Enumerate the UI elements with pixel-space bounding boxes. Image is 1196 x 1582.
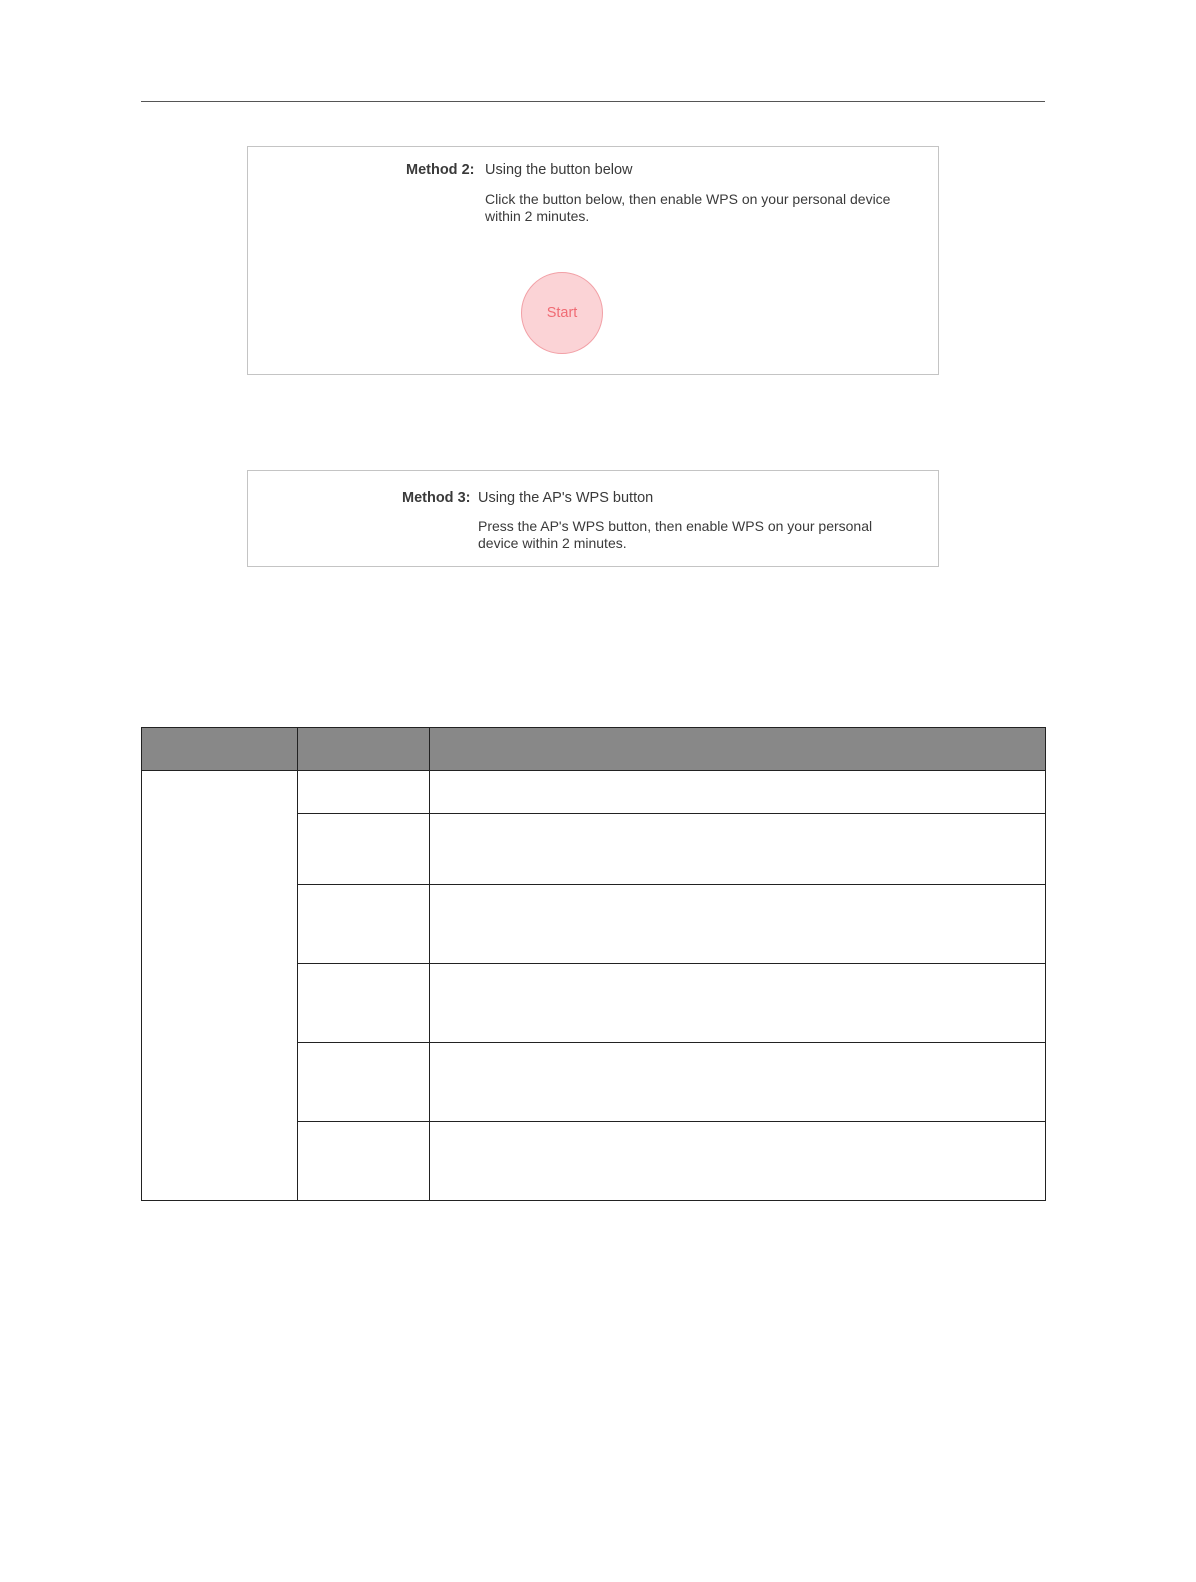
start-button-label: Start	[546, 305, 578, 321]
wps-method-2-panel	[247, 146, 939, 375]
wps-start-button[interactable]	[521, 272, 603, 354]
header-rule	[141, 101, 1045, 102]
table-cell	[430, 1043, 1046, 1122]
table-header-cell	[430, 728, 1046, 771]
table-cell	[298, 814, 430, 885]
method-3-title: Using the AP's WPS button	[478, 490, 654, 506]
table-header-cell	[298, 728, 430, 771]
table-cell	[430, 964, 1046, 1043]
wps-method-3-panel	[247, 470, 939, 567]
table-cell	[298, 1122, 430, 1201]
method-2-description: Click the button below, then enable WPS on your personal device within 2 minutes.	[485, 191, 891, 224]
table-cell	[298, 964, 430, 1043]
method-2-label: Method 2:	[406, 162, 475, 178]
method-3-label: Method 3:	[402, 490, 471, 506]
table-header-cell	[142, 728, 298, 771]
table-row	[142, 771, 1046, 814]
parameter-table	[141, 727, 1046, 1201]
table-cell	[430, 885, 1046, 964]
table-header-row	[142, 728, 1046, 771]
table-cell	[430, 814, 1046, 885]
table-cell	[430, 771, 1046, 814]
table-cell	[430, 1122, 1046, 1201]
method-3-description: Press the AP's WPS button, then enable WPS on your personal device within 2 minutes.	[478, 518, 873, 551]
table-cell	[298, 1043, 430, 1122]
table-group-cell	[142, 771, 298, 1201]
table-cell	[298, 771, 430, 814]
table-cell	[298, 885, 430, 964]
method-2-title: Using the button below	[485, 162, 633, 178]
